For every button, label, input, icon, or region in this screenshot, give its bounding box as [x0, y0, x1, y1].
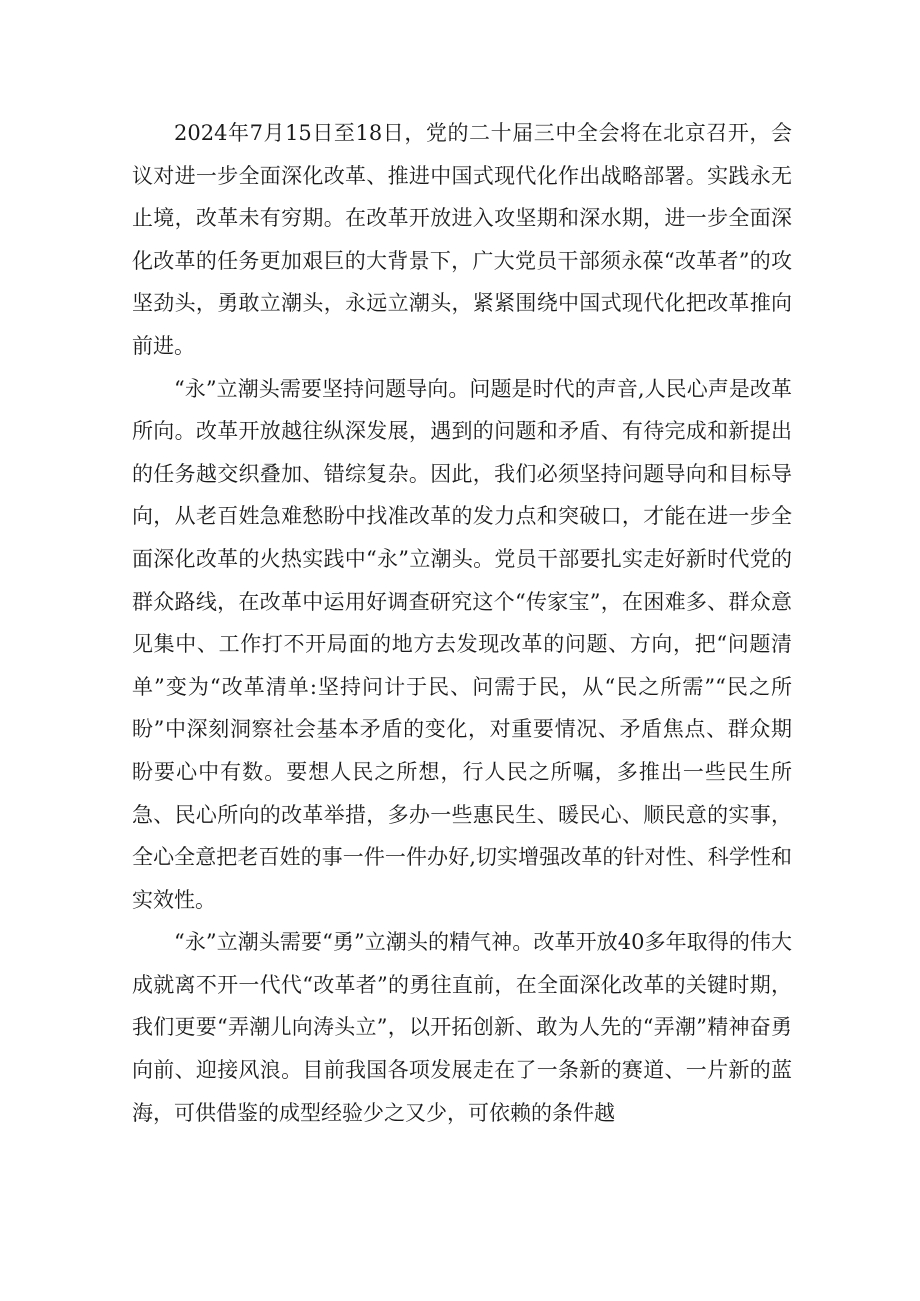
paragraph-intro: 2024年7月15日至18日，党的二十届三中全会将在北京召开，会议对进一步全面深化改革、推进中国式现代化作出战略部署。实践永无止境，改革未有穷期。在改革开放进入攻坚期和深水期，进一步全面深化改革的任务更加艰巨的大背景下，广大党员干部须永葆“改革者”的攻坚劲头，勇敢立潮头，永远立潮头，紧紧围绕中国式现代化把改革推向前进。	[132, 121, 792, 358]
paragraph-problem-oriented: “永”立潮头需要坚持问题导向。问题是时代的声音,人民心声是改革所向。改革开放越往纵深发展，遇到的问题和矛盾、有待完成和新提出的任务越交织叠加、错综复杂。因此，我们必须坚持问题导向和目标导向，从老百姓急难愁盼中找准改革的发力点和突破口，才能在进一步全面深化改革的火热实践中“永”立潮头。党员干部要扎实走好新时代党的群众路线，在改革中运用好调查研究这个“传家宝”，在困难多、群众意见集中、工作打不开局面的地方去发现改革的问题、方向，把“问题清单”变为“改革清单:坚持问计于民、问需于民，从“民之所需”“民之所盼”中深刻洞察社会基本矛盾的变化，对重要情况、矛盾焦点、群众期盼要心中有数。要想人民之所想，行人民之所嘱，多推出一些民生所急、民心所向的改革举措，多办一些惠民生、暖民心、顺民意的实事，全心全意把老百姓的事一件一件办好,切实增强改革的针对性、科学性和实效性。	[132, 376, 792, 912]
paragraph-courage: “永”立潮头需要“勇”立潮头的精气神。改革开放40多年取得的伟大成就离不开一代代“改革者”的勇往直前，在全面深化改革的关键时期，我们更要“弄潮儿向涛头立”，以开拓创新、敢为人先的“弄潮”精神奋勇向前、迎接风浪。目前我国各项发展走在了一条新的赛道、一片新的蓝海，可供借鉴的成型经验少之又少，可依赖的条件越	[132, 930, 792, 1125]
article-body	[132, 112, 792, 1134]
